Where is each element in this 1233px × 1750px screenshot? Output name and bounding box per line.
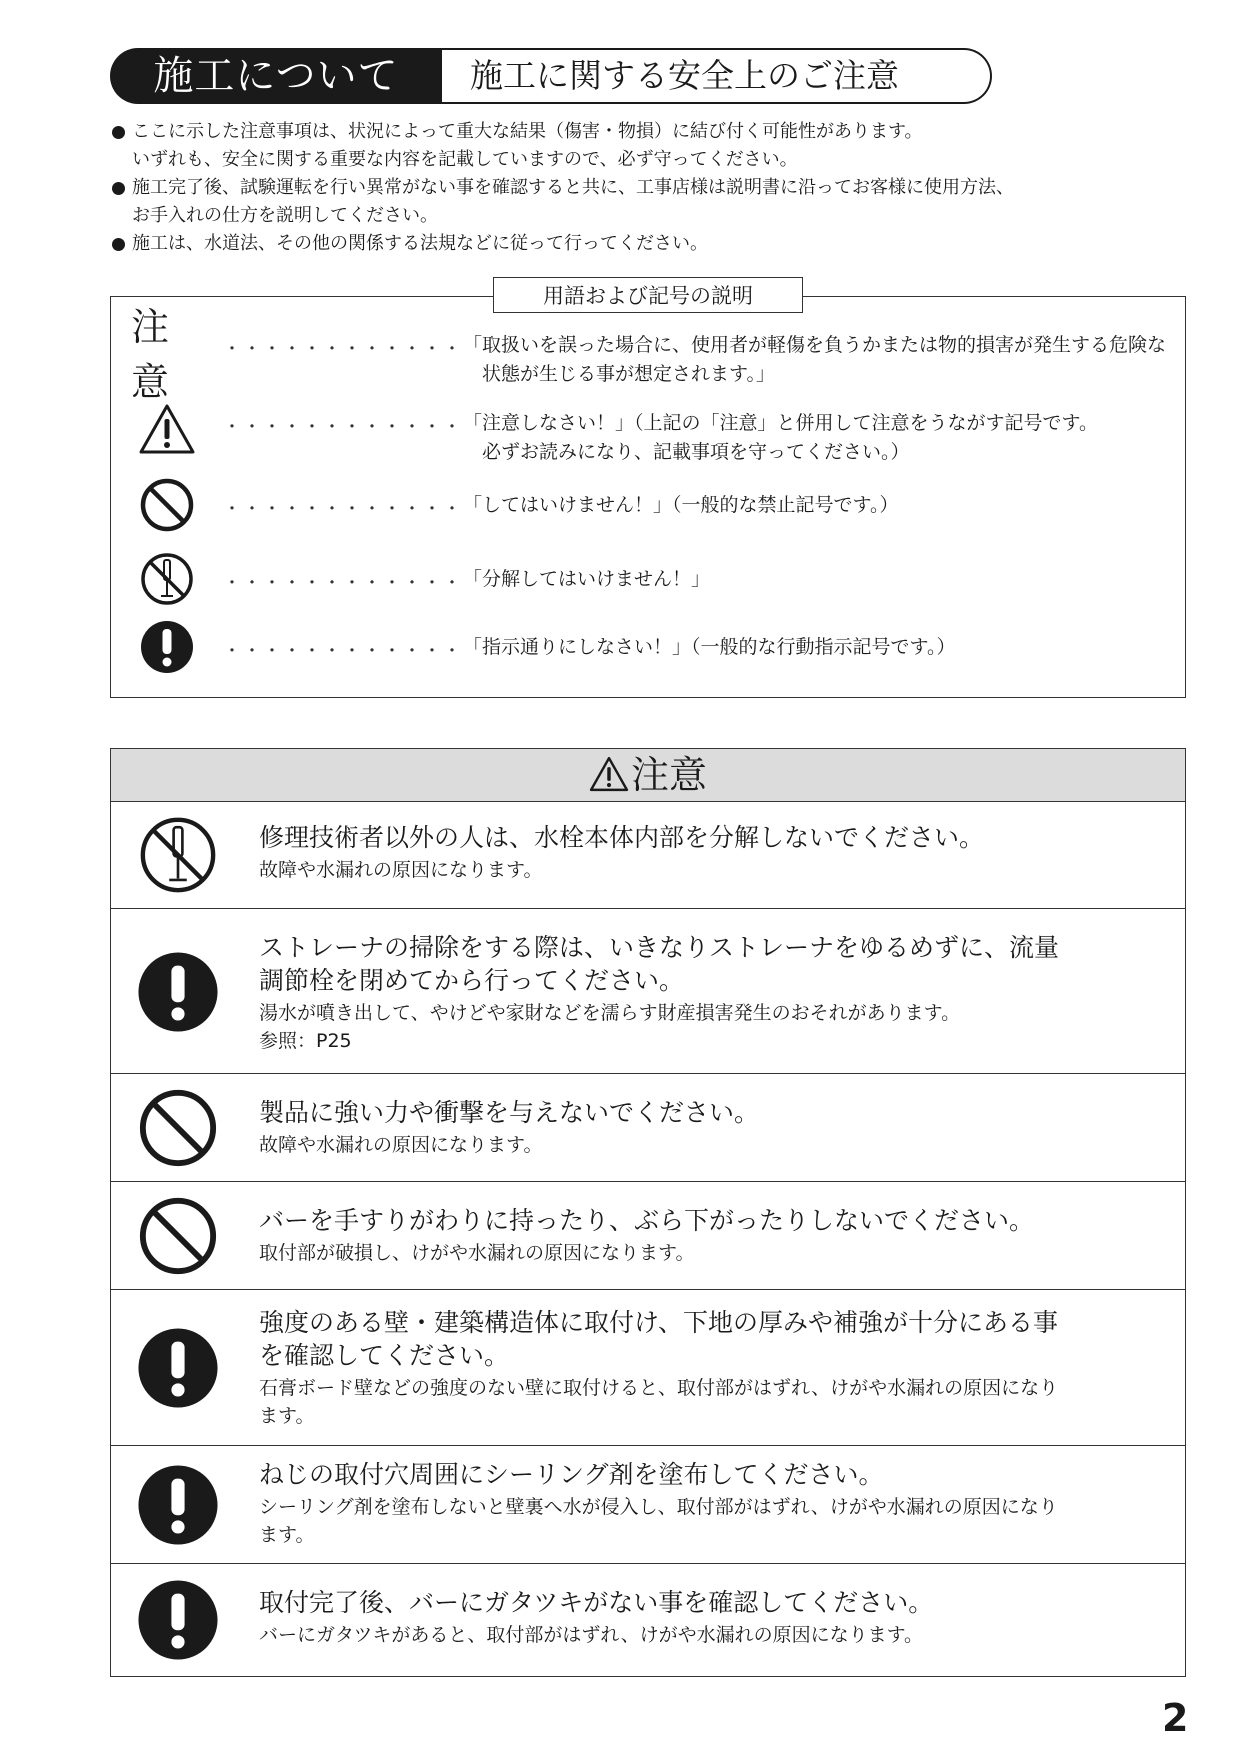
symbol-legend <box>110 284 1186 698</box>
caution-text <box>259 1096 1159 1159</box>
caution-sub: 取付部が破損し、けがや水漏れの原因になります。 <box>259 1242 695 1264</box>
caution-text <box>259 1204 1159 1267</box>
page-title: 施工に関する安全上のご注意 <box>442 48 992 104</box>
caution-heading <box>111 749 1185 802</box>
caution-text <box>259 931 1159 1055</box>
caution-text <box>259 1586 1159 1649</box>
caution-row <box>111 1182 1185 1290</box>
intro-bullet-text: 施工は、水道法、その他の関係する法規などに従って行ってください。 <box>132 233 708 254</box>
caution-row <box>111 801 1185 909</box>
leader-dots: ・・・・・・・・・・・・ <box>223 573 463 594</box>
caution-heading-text: 注意 <box>630 753 707 797</box>
prohibition-icon <box>131 475 203 535</box>
caution-text <box>259 1458 1159 1549</box>
caution-main: 取付完了後、バーにガタツキがない事を確認してください。 <box>259 1588 934 1617</box>
caution-text <box>259 821 1159 884</box>
intro-bullet <box>112 118 1172 174</box>
caution-main: ねじの取付穴周囲にシーリング剤を塗布してください。 <box>259 1460 884 1489</box>
prohibition-icon <box>137 1195 219 1277</box>
leader-dots: ・・・・・・・・・・・・ <box>223 417 463 438</box>
leader-dots: ・・・・・・・・・・・・ <box>223 641 463 662</box>
mandatory-action-icon <box>131 617 203 677</box>
caution-sub: 湯水が噴き出して、やけどや家財などを濡らす財産損害発生のおそれがあります。 参照：P25 <box>259 1002 961 1052</box>
no-disassembly-icon <box>131 549 203 609</box>
caution-sub: シーリング剤を塗布しないと壁裏へ水が侵入し、取付部がはずれ、けがや水漏れの原因になり ます。 <box>259 1496 1058 1546</box>
legend-text: 「してはいけません！」（一般的な禁止記号です。） <box>463 494 899 516</box>
section-header <box>110 48 968 104</box>
mandatory-action-icon <box>137 951 219 1033</box>
leader-dots: ・・・・・・・・・・・・ <box>223 339 463 360</box>
legend-text: 「注意しなさい！」（上記の「注意」と併用して注意をうながす記号です。 必ずお読みになり、記載事項を守ってください。） <box>463 412 1098 463</box>
caution-row <box>111 1290 1185 1446</box>
caution-text <box>259 1306 1159 1430</box>
prohibition-icon <box>137 1087 219 1169</box>
caution-table <box>110 748 1186 1677</box>
caution-main: 製品に強い力や衝撃を与えないでください。 <box>259 1098 760 1127</box>
intro-bullet-text: ここに示した注意事項は、状況によって重大な結果（傷害・物損）に結び付く可能性があります。 いずれも、安全に関する重要な内容を記載していますので、必ず守ってください。 <box>132 121 923 170</box>
caution-row <box>111 909 1185 1074</box>
intro-bullet <box>112 174 1172 230</box>
caution-main: 強度のある壁・建築構造体に取付け、下地の厚みや補強が十分にある事 を確認してください。 <box>259 1308 1059 1370</box>
leader-dots: ・・・・・・・・・・・・ <box>223 499 463 520</box>
intro-notes <box>112 118 1172 258</box>
legend-text: 「取扱いを誤った場合に、使用者が軽傷を負うかまたは物的損害が発生する危険な 状態が生じる事が想定されます。」 <box>463 334 1167 385</box>
caution-word-symbol: 注意 <box>131 305 172 404</box>
caution-main: バーを手すりがわりに持ったり、ぶら下がったりしないでください。 <box>259 1206 1035 1235</box>
caution-row <box>111 1074 1185 1182</box>
legend-title: 用語および記号の説明 <box>493 277 803 313</box>
intro-bullet <box>112 230 1172 258</box>
caution-sub: 故障や水漏れの原因になります。 <box>259 859 543 881</box>
no-disassembly-icon <box>137 814 219 896</box>
caution-sub: バーにガタツキがあると、取付部がはずれ、けがや水漏れの原因になります。 <box>259 1624 924 1646</box>
page-number: 2 <box>1162 1696 1189 1740</box>
intro-bullet-text: 施工完了後、試験運転を行い異常がない事を確認すると共に、工事店様は説明書に沿ってお客様に使用方法、 お手入れの仕方を説明してください。 <box>132 177 1014 226</box>
caution-main: 修理技術者以外の人は、水栓本体内部を分解しないでください。 <box>259 823 985 852</box>
caution-row <box>111 1564 1185 1676</box>
mandatory-action-icon <box>137 1327 219 1409</box>
mandatory-action-icon <box>137 1464 219 1546</box>
mandatory-action-icon <box>137 1579 219 1661</box>
warning-triangle-icon <box>131 399 203 459</box>
caution-main: ストレーナの掃除をする際は、いきなりストレーナをゆるめずに、流量 調節栓を閉めてから行ってください。 <box>259 933 1060 995</box>
caution-sub: 故障や水漏れの原因になります。 <box>259 1134 543 1156</box>
caution-row <box>111 1446 1185 1564</box>
legend-text: 「分解してはいけません！」 <box>463 568 711 590</box>
legend-text: 「指示通りにしなさい！」（一般的な行動指示記号です。） <box>463 636 956 658</box>
warning-triangle-icon <box>589 756 629 792</box>
section-label: 施工について <box>110 48 442 104</box>
caution-sub: 石膏ボード壁などの強度のない壁に取付けると、取付部がはずれ、けがや水漏れの原因になり ます。 <box>259 1377 1059 1427</box>
